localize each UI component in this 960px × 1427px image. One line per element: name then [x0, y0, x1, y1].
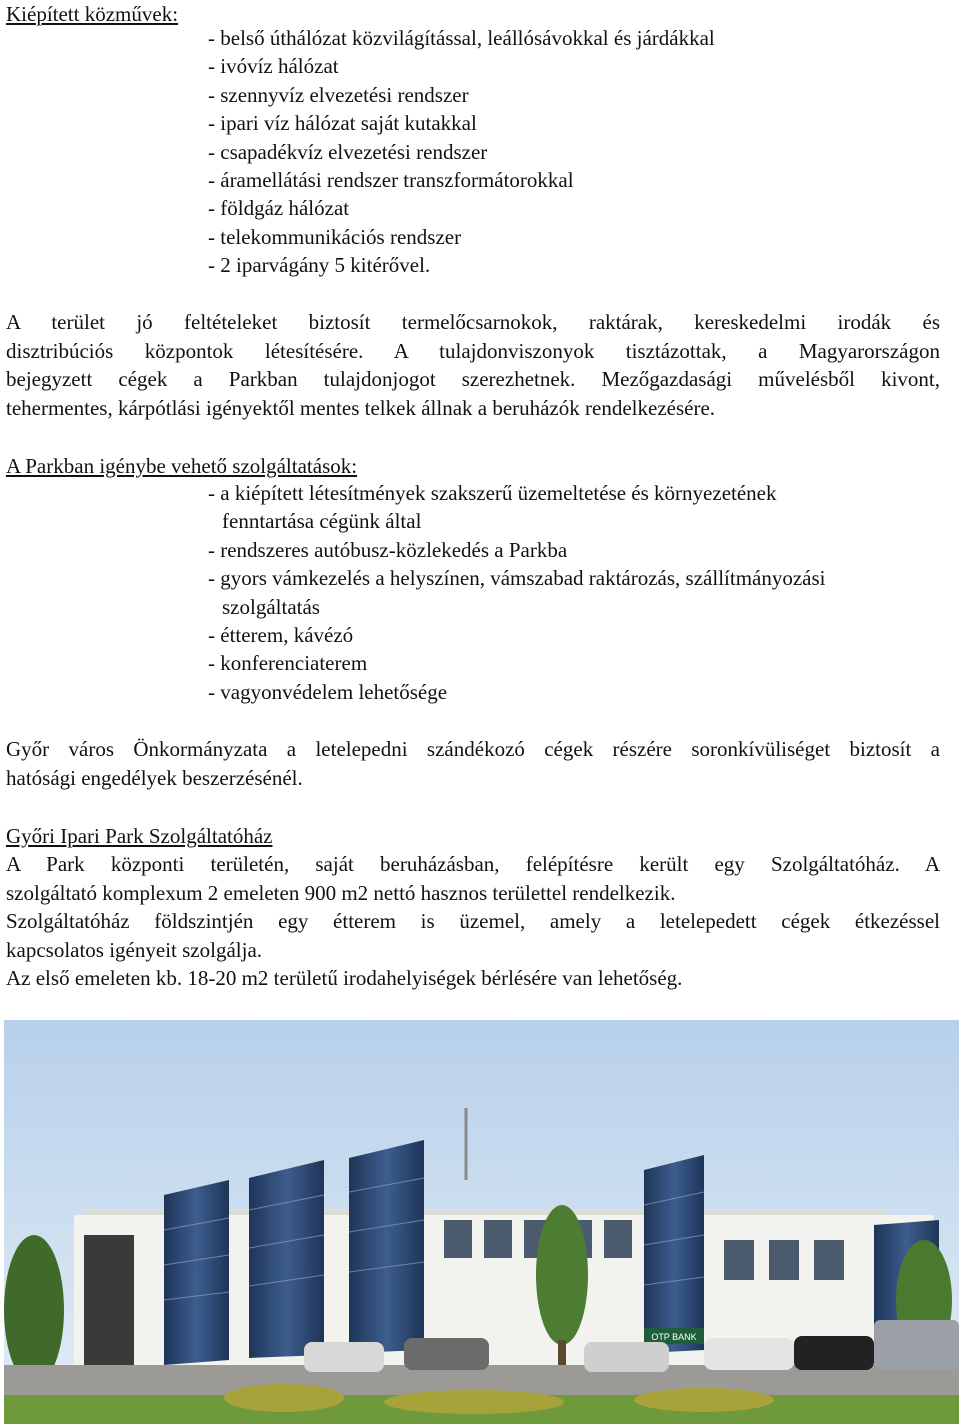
- paragraph-line: hatósági engedélyek beszerzésénél.: [6, 765, 303, 790]
- municipality-paragraph: [6, 735, 940, 792]
- list-item-continuation: szolgáltatás: [222, 594, 320, 619]
- bank-sign: OTP BANK: [651, 1332, 697, 1342]
- list-item: - telekommunikációs rendszer: [208, 224, 462, 249]
- list-item: - ivóvíz hálózat: [208, 54, 339, 79]
- area-paragraph: [6, 308, 940, 422]
- list-item: [208, 649, 826, 677]
- list-item-text: - étterem, kávézó: [208, 623, 354, 648]
- service-house-paragraph: [6, 850, 940, 993]
- paragraph-line: tehermentes, kárpótlási igényektől mentes telkek állnak a beruházók rendelkezésére.: [6, 395, 716, 420]
- paragraph-line: disztribúciós központok létesítésére. A tulajdonviszonyok tisztázottak, a Magyarországon: [6, 338, 940, 363]
- list-item: [208, 479, 826, 536]
- list-item: [208, 678, 826, 706]
- paragraph-line: Szolgáltatóház földszintjén egy étterem is üzemel, amely a letelepedett cégek étkezéssel: [6, 909, 940, 934]
- list-item: [208, 564, 826, 621]
- services-heading: A Parkban igénybe vehető szolgáltatások:: [6, 454, 358, 478]
- list-item: [208, 621, 826, 649]
- utilities-list: [208, 24, 715, 280]
- paragraph-line: kapcsolatos igényeit szolgálja.: [6, 937, 263, 962]
- paragraph-line: Győr város Önkormányzata a letelepedni szándékozó cégek részére soronkívüliséget biztosít a: [6, 737, 940, 761]
- list-item: [208, 536, 826, 564]
- list-item: - ipari víz hálózat saját kutakkal: [208, 111, 477, 136]
- list-item-text: - rendszeres autóbusz-közlekedés a Parkba: [208, 537, 568, 562]
- building-illustration: [4, 1020, 959, 1424]
- list-item-text: - a kiépített létesítmények szakszerű üzemeltetése és környezetének: [208, 481, 777, 505]
- left-wing-window: [84, 1235, 134, 1375]
- services-list: [208, 479, 826, 706]
- list-item-text: - konferenciaterem: [208, 651, 368, 676]
- paragraph-line: bejegyzett cégek a Parkban tulajdonjogot szerezhetnek. Mezőgazdasági művelésből kivont,: [6, 367, 940, 392]
- paragraph-line: A Park központi területén, saját beruházásban, felépítésre került egy Szolgáltatóház. A: [6, 852, 940, 876]
- list-item: - szennyvíz elvezetési rendszer: [208, 82, 469, 107]
- service-building-photo: [4, 1020, 959, 1424]
- utilities-heading: Kiépített közművek:: [6, 2, 179, 26]
- list-item: - áramellátási rendszer transzformátorokkal: [208, 168, 574, 193]
- paragraph-line: szolgáltató komplexum 2 emeleten 900 m2 nettó hasznos területtel rendelkezik.: [6, 880, 676, 905]
- list-item: - csapadékvíz elvezetési rendszer: [208, 139, 488, 164]
- service-house-heading: Győri Ipari Park Szolgáltatóház: [6, 824, 273, 848]
- list-item-continuation: fenntartása cégünk által: [222, 509, 422, 534]
- list-item: - földgáz hálózat: [208, 196, 350, 221]
- list-item: - belső úthálózat közvilágítással, leállósávokkal és járdákkal: [208, 26, 715, 50]
- list-item: - 2 iparvágány 5 kitérővel.: [208, 253, 431, 278]
- paragraph-line: Az első emeleten kb. 18-20 m2 területű irodahelyiségek bérlésére van lehetőség.: [6, 966, 683, 991]
- list-item-text: - gyors vámkezelés a helyszínen, vámszabad raktározás, szállítmányozási: [208, 566, 826, 591]
- paragraph-line: A terület jó feltételeket biztosít termelőcsarnokok, raktárak, kereskedelmi irodák és: [6, 310, 940, 334]
- list-item-text: - vagyonvédelem lehetősége: [208, 679, 448, 704]
